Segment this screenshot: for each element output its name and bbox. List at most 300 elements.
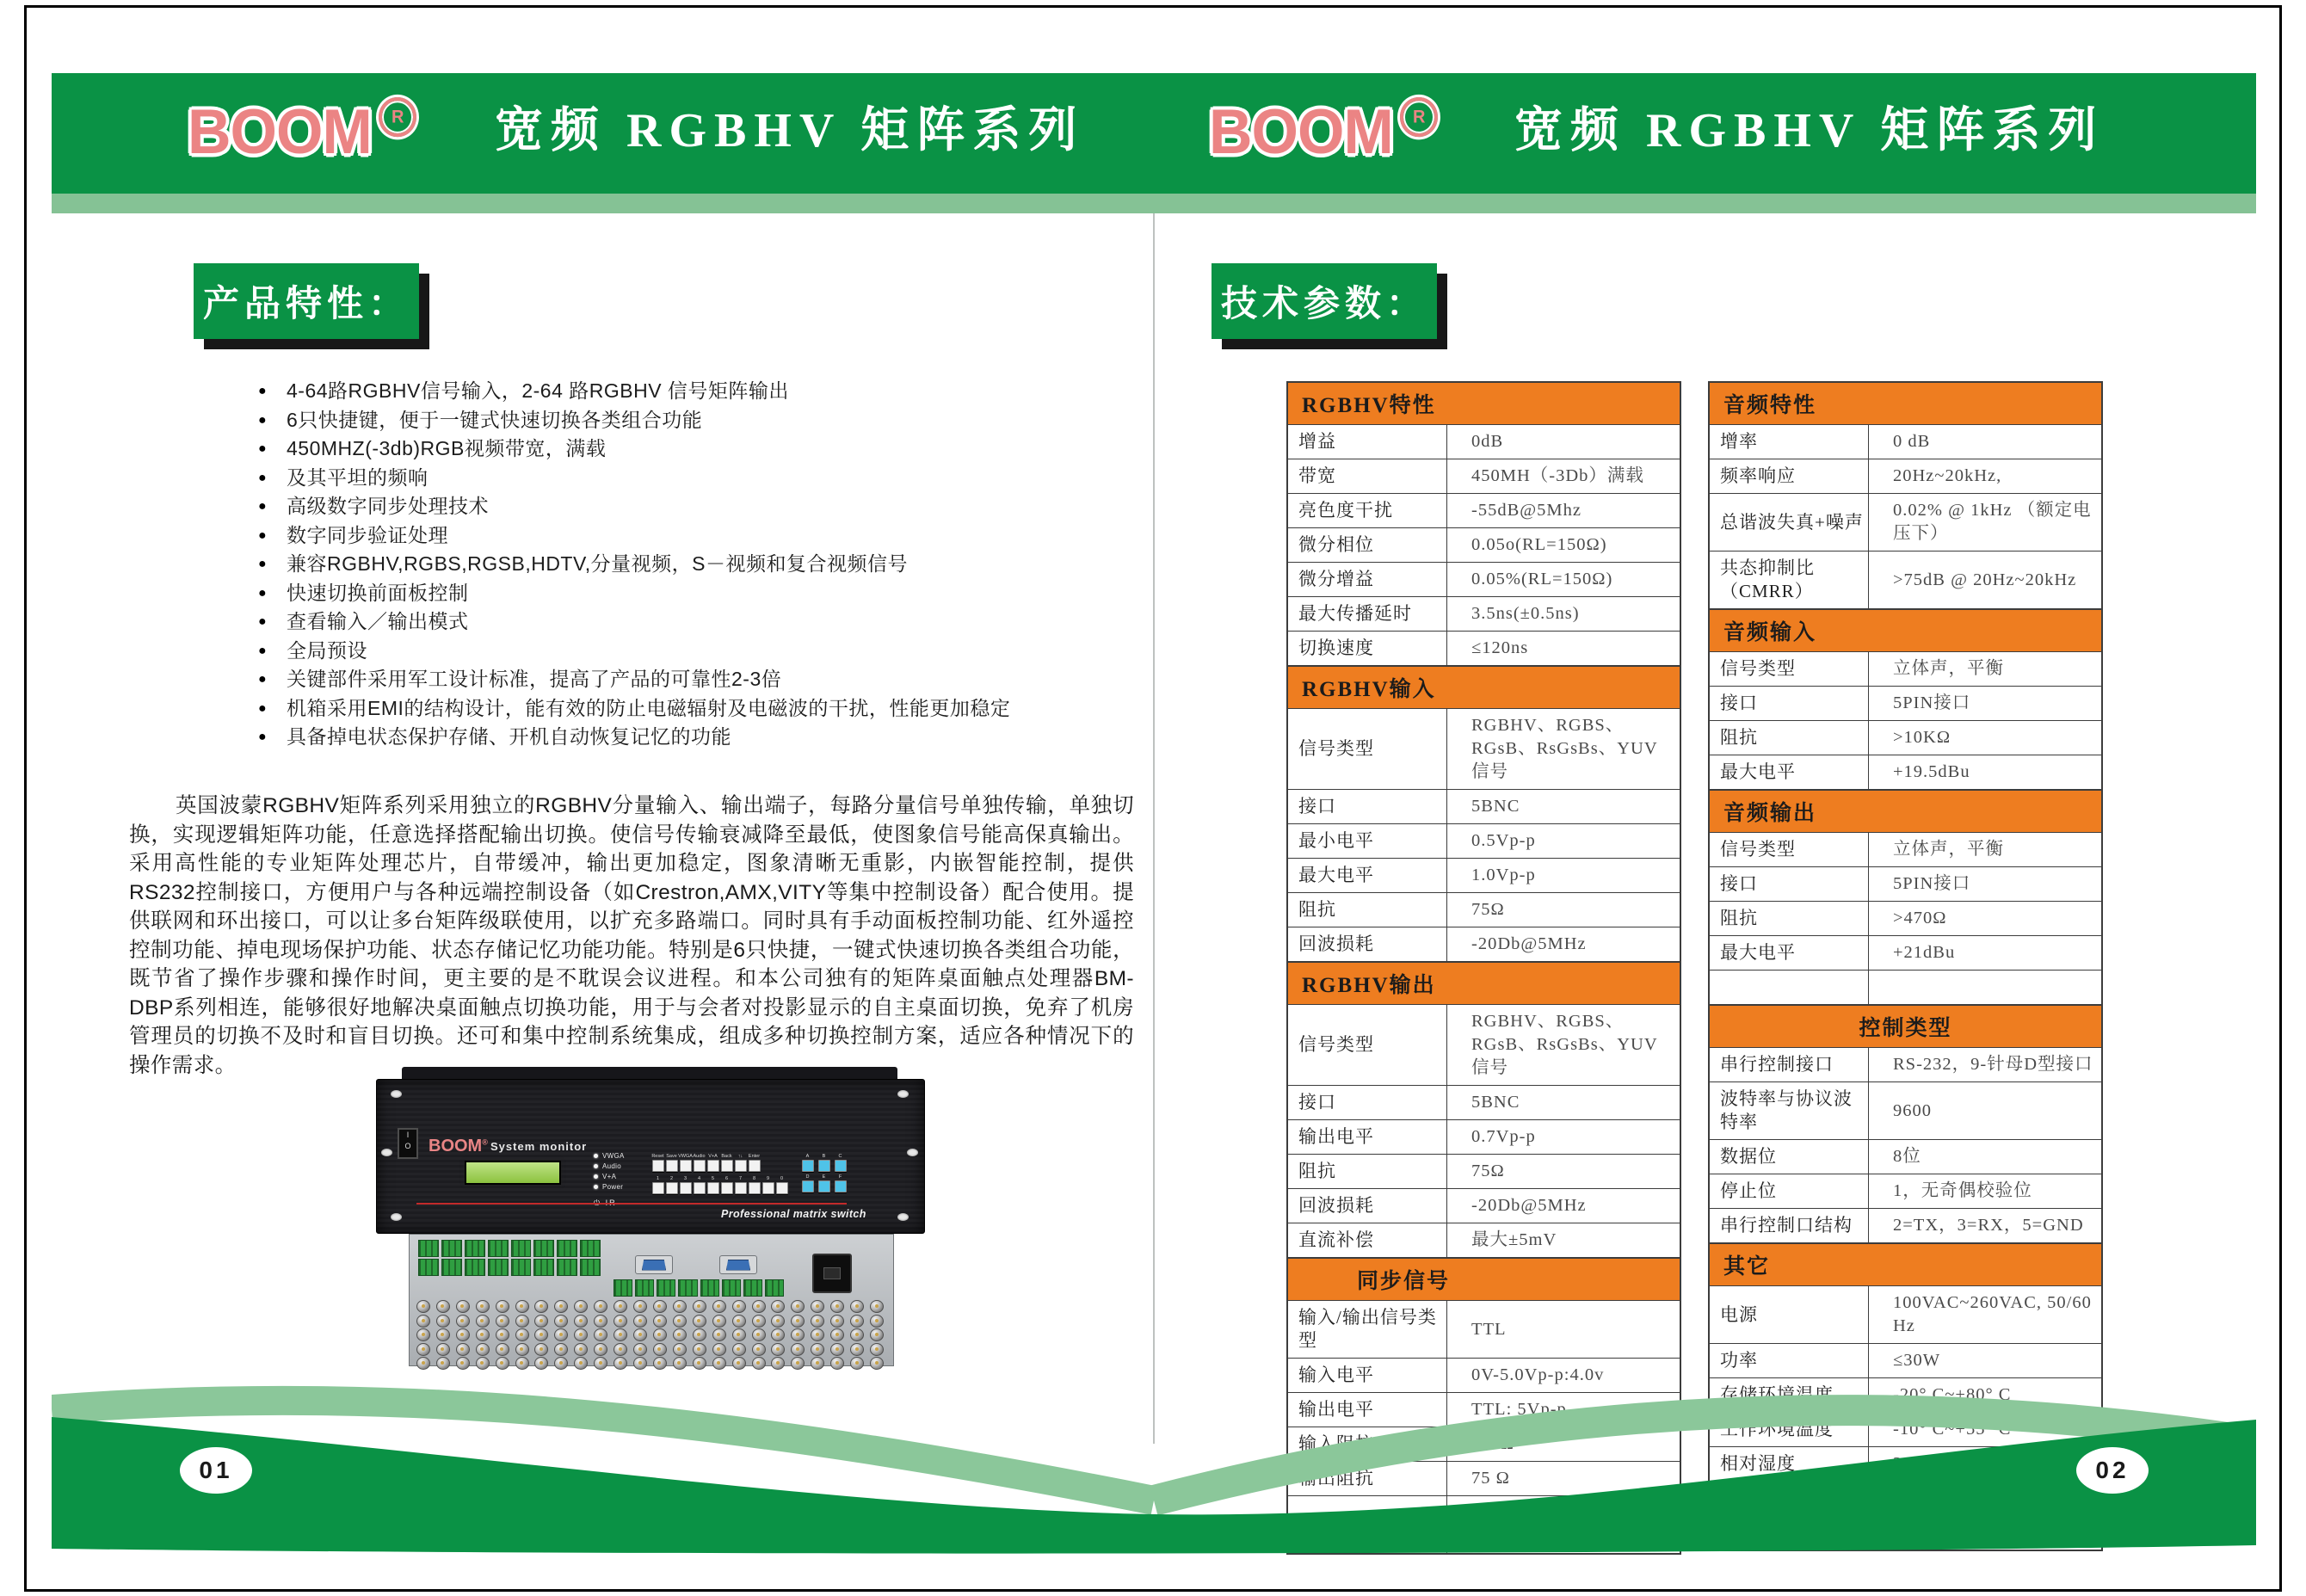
bnc-connector-icon bbox=[712, 1300, 726, 1313]
device-button-label: 7 bbox=[738, 1176, 743, 1181]
spec-value: 75 Ω bbox=[1471, 1469, 1510, 1488]
bnc-connector-icon bbox=[515, 1300, 529, 1313]
terminal-block-icon bbox=[418, 1240, 439, 1257]
spec-label: 带宽 bbox=[1288, 459, 1447, 493]
section-title-tech-specs: 技术参数： bbox=[1212, 263, 1437, 339]
bnc-connector-icon bbox=[534, 1328, 548, 1341]
device-button bbox=[666, 1154, 677, 1172]
header-banner-stripe bbox=[52, 194, 2256, 213]
spec-label: 信号类型 bbox=[1710, 652, 1869, 686]
bnc-connector-icon bbox=[416, 1300, 430, 1313]
spec-label: 输出阻抗 bbox=[1288, 1462, 1447, 1495]
bnc-connector-icon bbox=[830, 1328, 844, 1341]
device-button-cap bbox=[721, 1182, 733, 1194]
spec-row bbox=[1288, 494, 1680, 528]
bnc-connector-icon bbox=[476, 1300, 490, 1313]
spec-label: 相对湿度 bbox=[1710, 1447, 1869, 1481]
led-label: Power bbox=[602, 1182, 624, 1191]
led-label: VWGA bbox=[602, 1151, 625, 1160]
spec-value: 0.7Vp-p bbox=[1471, 1127, 1536, 1146]
spec-row bbox=[1710, 936, 2101, 971]
bnc-connector-icon bbox=[456, 1357, 470, 1370]
device-button-cap bbox=[818, 1180, 830, 1192]
device-button bbox=[802, 1154, 813, 1172]
feature-item: ● 及其平坦的频响 bbox=[258, 464, 1136, 493]
device-button bbox=[707, 1176, 718, 1194]
spec-label: 串行控制口结构 bbox=[1710, 1209, 1869, 1242]
spec-label: 工作环境温度 bbox=[1710, 1413, 1869, 1446]
spec-label: 输入电平 bbox=[1288, 1359, 1447, 1392]
spec-value: +21dBu bbox=[1893, 943, 1956, 962]
spec-row bbox=[1288, 859, 1680, 893]
spec-value: 立体声，平衡 bbox=[1893, 659, 2004, 678]
bnc-connector-icon bbox=[811, 1357, 824, 1370]
spec-row bbox=[1710, 1140, 2101, 1174]
spec-value: >470Ω bbox=[1893, 909, 1947, 927]
spec-label: 数据位 bbox=[1710, 1140, 1869, 1174]
led-dot-icon bbox=[594, 1164, 598, 1168]
bnc-connector-icon bbox=[752, 1300, 766, 1313]
bnc-connector-icon bbox=[732, 1343, 746, 1356]
bnc-connector-icon bbox=[712, 1315, 726, 1328]
page-number-right: 02 bbox=[2076, 1447, 2149, 1494]
device-button bbox=[818, 1174, 829, 1192]
bnc-connector-icon bbox=[554, 1300, 568, 1313]
device-button bbox=[776, 1176, 787, 1194]
spec-label: 接口 bbox=[1288, 790, 1447, 823]
spec-label bbox=[1710, 971, 1869, 1004]
bnc-connector-icon bbox=[496, 1315, 509, 1328]
terminal-block-icon bbox=[657, 1279, 675, 1297]
spec-label: 信号类型 bbox=[1288, 709, 1447, 789]
registered-trademark-icon: R bbox=[379, 97, 416, 137]
spec-row bbox=[1710, 902, 2101, 936]
device-button-label: C bbox=[838, 1154, 842, 1159]
device-button-label: Audio bbox=[693, 1154, 706, 1159]
screw-hole-icon bbox=[897, 1090, 909, 1098]
spec-value: +19.5dBu bbox=[1893, 762, 1970, 781]
feature-item: ● 450MHZ(-3db)RGB视频带宽，满载 bbox=[258, 434, 1136, 464]
feature-item: ● 机箱采用EMI的结构设计，能有效的防止电磁辐射及电磁波的干扰，性能更加稳定 bbox=[258, 694, 1136, 724]
device-button-cap bbox=[762, 1182, 774, 1194]
spec-label: 存储环境温度 bbox=[1710, 1378, 1869, 1412]
spec-row bbox=[1288, 1155, 1680, 1189]
bnc-connector-icon bbox=[673, 1343, 687, 1356]
spec-label: 输出电平 bbox=[1288, 1393, 1447, 1427]
device-button-label: V+A bbox=[708, 1154, 718, 1159]
device-button-label: 8 bbox=[752, 1176, 756, 1181]
spec-row bbox=[1710, 1174, 2101, 1209]
spec-label: 最大传播延时 bbox=[1288, 597, 1447, 631]
spec-row bbox=[1288, 425, 1680, 459]
bnc-connector-icon bbox=[613, 1315, 627, 1328]
spec-value: 0V-5.0Vp-p:4.0v bbox=[1471, 1365, 1605, 1384]
spec-label: 增益 bbox=[1288, 425, 1447, 459]
spec-row bbox=[1288, 597, 1680, 632]
bnc-connector-icon bbox=[771, 1357, 785, 1370]
bnc-connector-icon bbox=[850, 1343, 864, 1356]
spec-value: 510Ω bbox=[1471, 1434, 1514, 1453]
spec-label: 信号类型 bbox=[1288, 1005, 1447, 1085]
device-button-cap bbox=[802, 1160, 814, 1172]
spec-row bbox=[1710, 755, 2101, 790]
spec-row bbox=[1710, 1082, 2101, 1140]
screw-hole-icon bbox=[391, 1090, 402, 1098]
description-paragraph: 英国波蒙RGBHV矩阵系列采用独立的RGBHV分量输入、输出端子，每路分量信号单独传输，单独切换，实现逻辑矩阵功能，任意选择搭配输出切换。使信号传输衰减降至最低，使图象信号能高保真输出。采用高性能的专业矩阵处理芯片，自带缓冲，输出更加稳定，图象清晰无重影，内嵌智能控制，提供RS232控制接口，方便用户与各种远端控制设备（如Crestron,AMX,VITY等集中控制设备）配合使用。提供联网和环出接口，可以让多台矩阵级联使用，以扩充多路端口。同时具有手动面板控制功能、红外遥控控制功能、掉电现场保护功能、状态存储记忆功能功能。特别是6只快捷，一键式快速切换各类组合功能，既节省了操作步骤和操作时间，更主要的是不耽误会议进程。和本公司独有的矩阵桌面触点处理器BM-DBP系列相连，能够很好地解决桌面触点切换功能，用于与会者对投影显示的自主桌面切换，免弃了机房管理员的切换不及时和盲目切换。还可和集中控制系统集成，组成多种切换控制方案，适应各种情况下的操作需求。 bbox=[129, 794, 1134, 1077]
spec-row bbox=[1288, 563, 1680, 597]
spec-value: 3.5ns(±0.5ns) bbox=[1471, 604, 1580, 623]
power-inlet-icon bbox=[812, 1254, 852, 1293]
bnc-connector-icon bbox=[811, 1315, 824, 1328]
terminal-block-icon bbox=[580, 1259, 601, 1276]
led-label: V+A bbox=[602, 1172, 617, 1180]
spec-value: ≤30W bbox=[1893, 1351, 1941, 1370]
spec-value: 100VAC~260VAC, 50/60 Hz bbox=[1893, 1293, 2092, 1335]
bnc-connector-icon bbox=[594, 1315, 607, 1328]
bnc-connector-icon bbox=[515, 1328, 529, 1341]
spec-row bbox=[1710, 1209, 2101, 1243]
bnc-connector-icon bbox=[594, 1328, 607, 1341]
device-button bbox=[680, 1176, 691, 1194]
device-brand-logo: BOOM® bbox=[429, 1137, 488, 1155]
spec-section-header: 音频输入 bbox=[1710, 609, 2101, 652]
spec-row bbox=[1710, 652, 2101, 687]
spec-label: 输入阻抗 bbox=[1288, 1427, 1447, 1461]
terminal-block-icon bbox=[511, 1259, 532, 1276]
vga-connector-icon bbox=[719, 1255, 757, 1274]
feature-item: ● 查看输入／输出模式 bbox=[258, 607, 1136, 637]
device-button-cap bbox=[721, 1160, 733, 1172]
spec-row bbox=[1288, 1301, 1680, 1359]
bnc-connector-icon bbox=[554, 1328, 568, 1341]
spec-value: 0.5Vp-p bbox=[1471, 831, 1536, 850]
bnc-connector-icon bbox=[416, 1343, 430, 1356]
spec-row bbox=[1288, 824, 1680, 859]
bnc-connector-icon bbox=[496, 1328, 509, 1341]
device-button bbox=[652, 1176, 663, 1194]
led-indicator bbox=[594, 1152, 625, 1160]
device-button-cap bbox=[666, 1160, 678, 1172]
bnc-connector-icon bbox=[456, 1300, 470, 1313]
spec-row bbox=[1288, 632, 1680, 666]
bnc-connector-icon bbox=[633, 1328, 647, 1341]
device-button-label: Enter bbox=[748, 1154, 761, 1159]
bnc-connector-icon bbox=[771, 1343, 785, 1356]
spec-value: 9600 bbox=[1893, 1100, 1932, 1120]
bnc-connector-icon bbox=[515, 1357, 529, 1370]
spec-row bbox=[1710, 867, 2101, 902]
bnc-connector-icon bbox=[791, 1357, 805, 1370]
bnc-connector-icon bbox=[752, 1343, 766, 1356]
bnc-connector-icon bbox=[574, 1300, 588, 1313]
device-button-cap bbox=[749, 1182, 761, 1194]
spec-label: 频率响应 bbox=[1710, 459, 1869, 493]
bnc-connector-icon bbox=[476, 1328, 490, 1341]
bnc-connector-icon bbox=[870, 1328, 884, 1341]
bnc-connector-icon bbox=[574, 1343, 588, 1356]
bnc-connector-icon bbox=[574, 1357, 588, 1370]
terminal-block-icon bbox=[700, 1279, 719, 1297]
device-button-label: 3 bbox=[683, 1176, 687, 1181]
device-button-label: 1 bbox=[656, 1176, 660, 1181]
bnc-connector-icon bbox=[554, 1343, 568, 1356]
bnc-connector-icon bbox=[693, 1343, 706, 1356]
spec-row bbox=[1288, 709, 1680, 790]
bnc-connector-icon bbox=[613, 1343, 627, 1356]
device-button bbox=[749, 1176, 760, 1194]
bnc-connector-icon bbox=[791, 1315, 805, 1328]
bnc-connector-icon bbox=[416, 1328, 430, 1341]
bnc-connector-icon bbox=[693, 1357, 706, 1370]
device-button-cap bbox=[735, 1160, 747, 1172]
bnc-connector-icon bbox=[732, 1357, 746, 1370]
page-title-left: 宽频 RGBHV 矩阵系列 bbox=[495, 104, 1085, 157]
bnc-connector-icon bbox=[712, 1343, 726, 1356]
terminal-block-row bbox=[418, 1240, 601, 1257]
bnc-connector-icon bbox=[870, 1343, 884, 1356]
device-button bbox=[694, 1176, 705, 1194]
device-button bbox=[749, 1154, 760, 1172]
spec-value: -10° C~+55° C bbox=[1893, 1420, 2012, 1439]
number-key-row bbox=[652, 1176, 787, 1194]
spec-row bbox=[1288, 1086, 1680, 1120]
spec-value: 1.0Vp-p bbox=[1471, 866, 1536, 884]
device-button-label: F bbox=[838, 1174, 842, 1180]
spec-value: 最大±5mV bbox=[1471, 1230, 1557, 1249]
feature-item: ● 6只快捷键，便于一键式快速切换各类组合功能 bbox=[258, 406, 1136, 435]
spec-value: TTL bbox=[1471, 1319, 1507, 1339]
spec-value: 450MH（-3Db）满载 bbox=[1471, 466, 1644, 485]
device-button bbox=[735, 1154, 746, 1172]
terminal-block-icon bbox=[722, 1279, 741, 1297]
bnc-connector-icon bbox=[534, 1357, 548, 1370]
feature-item: ● 关键部件采用军工设计标准，提高了产品的可靠性2-3倍 bbox=[258, 665, 1136, 694]
terminal-block-row bbox=[613, 1279, 784, 1297]
bnc-connector-icon bbox=[870, 1300, 884, 1313]
terminal-block-icon bbox=[418, 1259, 439, 1276]
device-button bbox=[762, 1176, 774, 1194]
spec-value: RS-232，9-针母D型接口 bbox=[1893, 1055, 2093, 1074]
panel-accent-line bbox=[416, 1203, 847, 1205]
device-button-cap bbox=[666, 1182, 678, 1194]
bnc-connector-icon bbox=[554, 1357, 568, 1370]
bnc-connector-icon bbox=[850, 1315, 864, 1328]
device-button-cap bbox=[694, 1182, 706, 1194]
bnc-connector-icon bbox=[673, 1315, 687, 1328]
bnc-connector-icon bbox=[436, 1315, 450, 1328]
bnc-connector-icon bbox=[613, 1357, 627, 1370]
bnc-connector-icon bbox=[534, 1343, 548, 1356]
spec-section-header: 音频特性 bbox=[1710, 383, 2101, 425]
spec-row bbox=[1710, 971, 2101, 1005]
bnc-connector-icon bbox=[712, 1357, 726, 1370]
bnc-connector-icon bbox=[811, 1328, 824, 1341]
device-button-label: Reset bbox=[651, 1154, 664, 1159]
bnc-connector-icon bbox=[693, 1300, 706, 1313]
feature-item: ● 具备掉电状态保护存储、开机自动恢复记忆的功能 bbox=[258, 723, 1136, 752]
feature-item: ● 快速切换前面板控制 bbox=[258, 579, 1136, 608]
device-button bbox=[721, 1176, 732, 1194]
spec-value bbox=[1869, 971, 2101, 1004]
bnc-connector-icon bbox=[496, 1343, 509, 1356]
bnc-connector-icon bbox=[436, 1343, 450, 1356]
device-button bbox=[652, 1154, 663, 1172]
device-button-cap bbox=[652, 1160, 664, 1172]
feature-item: ● 兼容RGBHV,RGBS,RGSB,HDTV,分量视频，S－视频和复合视频信号 bbox=[258, 550, 1136, 579]
bnc-connector-icon bbox=[476, 1315, 490, 1328]
spec-value: 0dB bbox=[1471, 432, 1504, 451]
device-display-title: System monitor bbox=[490, 1140, 588, 1153]
bnc-connector-icon bbox=[791, 1343, 805, 1356]
terminal-block-icon bbox=[441, 1240, 462, 1257]
bnc-connector-icon bbox=[732, 1315, 746, 1328]
device-button-label: 5 bbox=[711, 1176, 715, 1181]
bnc-connector-grid bbox=[416, 1300, 888, 1370]
brand-logo-left bbox=[188, 96, 416, 168]
device-button-label: VWGA bbox=[678, 1154, 693, 1159]
bnc-connector-icon bbox=[811, 1343, 824, 1356]
device-button-cap bbox=[818, 1160, 830, 1172]
spec-value: RGBHV、RGBS、RGsB、RsGsBs、YUV信号 bbox=[1471, 1012, 1658, 1077]
spec-row bbox=[1710, 552, 2101, 609]
function-key-row bbox=[652, 1154, 760, 1172]
bnc-connector-icon bbox=[613, 1300, 627, 1313]
bnc-connector-icon bbox=[476, 1343, 490, 1356]
device-button-label: 6 bbox=[724, 1176, 729, 1181]
terminal-block-icon bbox=[533, 1240, 554, 1257]
spec-row bbox=[1288, 528, 1680, 563]
terminal-block-icon bbox=[511, 1240, 532, 1257]
bnc-connector-icon bbox=[574, 1328, 588, 1341]
spec-value: 2=TX，3=RX，5=GND bbox=[1893, 1216, 2084, 1235]
spec-label: 最大电平 bbox=[1288, 859, 1447, 892]
spec-row bbox=[1288, 1005, 1680, 1086]
spec-section-header: 其它 bbox=[1710, 1243, 2101, 1286]
brand-logo-text: BOOM bbox=[188, 96, 372, 167]
bnc-connector-icon bbox=[673, 1328, 687, 1341]
spec-value: 0.05%(RL=150Ω) bbox=[1471, 570, 1613, 588]
spec-value: >75dB @ 20Hz~20kHz bbox=[1893, 570, 2077, 589]
spec-label: 阻抗 bbox=[1710, 902, 1869, 935]
spec-row bbox=[1710, 1048, 2101, 1082]
bnc-connector-icon bbox=[791, 1328, 805, 1341]
lcd-screen bbox=[465, 1161, 561, 1185]
spec-row bbox=[1288, 927, 1680, 962]
bnc-connector-icon bbox=[633, 1357, 647, 1370]
spec-value: ≤120ns bbox=[1471, 638, 1529, 657]
spec-value: 1，无奇偶校验位 bbox=[1893, 1181, 2032, 1200]
bnc-connector-icon bbox=[456, 1315, 470, 1328]
terminal-block-icon bbox=[678, 1279, 697, 1297]
page-title-right: 宽频 RGBHV 矩阵系列 bbox=[1514, 104, 2105, 157]
spec-row bbox=[1288, 1120, 1680, 1155]
bnc-connector-icon bbox=[436, 1357, 450, 1370]
bnc-connector-icon bbox=[693, 1315, 706, 1328]
terminal-block-icon bbox=[533, 1259, 554, 1276]
bnc-connector-icon bbox=[633, 1300, 647, 1313]
spec-label: 回波损耗 bbox=[1288, 1189, 1447, 1223]
bnc-connector-icon bbox=[732, 1300, 746, 1313]
spec-label: 回波损耗 bbox=[1288, 927, 1447, 961]
spec-label: 阻抗 bbox=[1710, 721, 1869, 755]
device-button bbox=[835, 1154, 846, 1172]
bnc-connector-icon bbox=[436, 1328, 450, 1341]
bnc-connector-icon bbox=[554, 1315, 568, 1328]
bnc-connector-icon bbox=[771, 1300, 785, 1313]
feature-item: ● 4-64路RGBHV信号输入，2-64 路RGBHV 信号矩阵输出 bbox=[258, 377, 1136, 406]
terminal-block-icon bbox=[465, 1259, 485, 1276]
device-button-cap bbox=[680, 1160, 692, 1172]
bnc-connector-icon bbox=[830, 1343, 844, 1356]
terminal-block-icon bbox=[557, 1240, 577, 1257]
spec-row bbox=[1710, 425, 2101, 459]
terminal-block-icon bbox=[488, 1240, 509, 1257]
device-button-cap bbox=[802, 1180, 814, 1192]
bnc-connector-icon bbox=[653, 1357, 667, 1370]
device-button-cap bbox=[735, 1182, 747, 1194]
terminal-block-icon bbox=[765, 1279, 784, 1297]
spec-row bbox=[1288, 1189, 1680, 1223]
spec-section-header: 控制类型 bbox=[1710, 1005, 2101, 1048]
screw-hole-icon bbox=[897, 1213, 909, 1221]
spec-label: 最小电平 bbox=[1288, 824, 1447, 858]
device-button-label: 4 bbox=[697, 1176, 701, 1181]
device-button bbox=[666, 1176, 677, 1194]
spec-label: 接口 bbox=[1710, 687, 1869, 720]
spec-section-header: RGBHV输入 bbox=[1288, 666, 1680, 709]
bnc-connector-icon bbox=[653, 1328, 667, 1341]
device-button-cap bbox=[835, 1180, 847, 1192]
device-button-cap bbox=[707, 1160, 719, 1172]
bnc-connector-icon bbox=[594, 1357, 607, 1370]
preset-key-grid bbox=[802, 1154, 848, 1192]
spec-row bbox=[1710, 687, 2101, 721]
spec-label: 接口 bbox=[1288, 1086, 1447, 1119]
screw-hole-icon bbox=[907, 1149, 918, 1156]
device-button-label: A bbox=[805, 1154, 810, 1159]
spec-label: 微分增益 bbox=[1288, 563, 1447, 596]
spec-row bbox=[1288, 1223, 1680, 1258]
bnc-connector-icon bbox=[594, 1300, 607, 1313]
spec-value: -20Db@5MHz bbox=[1471, 1196, 1587, 1215]
spec-label: 总谐波失真+噪声 bbox=[1710, 494, 1869, 551]
device-front-panel bbox=[376, 1079, 925, 1234]
bnc-connector-icon bbox=[830, 1315, 844, 1328]
bnc-connector-icon bbox=[456, 1328, 470, 1341]
device-rear-panel bbox=[409, 1234, 894, 1366]
feature-item: ● 全局预设 bbox=[258, 637, 1136, 666]
device-button-cap bbox=[749, 1160, 761, 1172]
vga-connector-icon bbox=[635, 1255, 673, 1274]
spec-value: 8位 bbox=[1893, 1147, 1921, 1166]
device-button bbox=[818, 1154, 829, 1172]
spec-label: 接口 bbox=[1710, 867, 1869, 901]
spec-row bbox=[1710, 721, 2101, 755]
bnc-connector-icon bbox=[850, 1357, 864, 1370]
terminal-block-icon bbox=[465, 1240, 485, 1257]
bnc-connector-icon bbox=[515, 1343, 529, 1356]
led-indicator bbox=[594, 1162, 625, 1170]
device-panel-caption: Professional matrix switch bbox=[721, 1208, 866, 1220]
spec-value: >10KΩ bbox=[1893, 728, 1951, 747]
spec-label: 信号类型 bbox=[1710, 833, 1869, 866]
bnc-connector-icon bbox=[870, 1315, 884, 1328]
bnc-connector-icon bbox=[653, 1343, 667, 1356]
spec-value: -55dB@5Mhz bbox=[1471, 501, 1582, 520]
bnc-connector-icon bbox=[870, 1357, 884, 1370]
led-dot-icon bbox=[594, 1154, 598, 1158]
spec-label: 串行控制接口 bbox=[1710, 1048, 1869, 1081]
